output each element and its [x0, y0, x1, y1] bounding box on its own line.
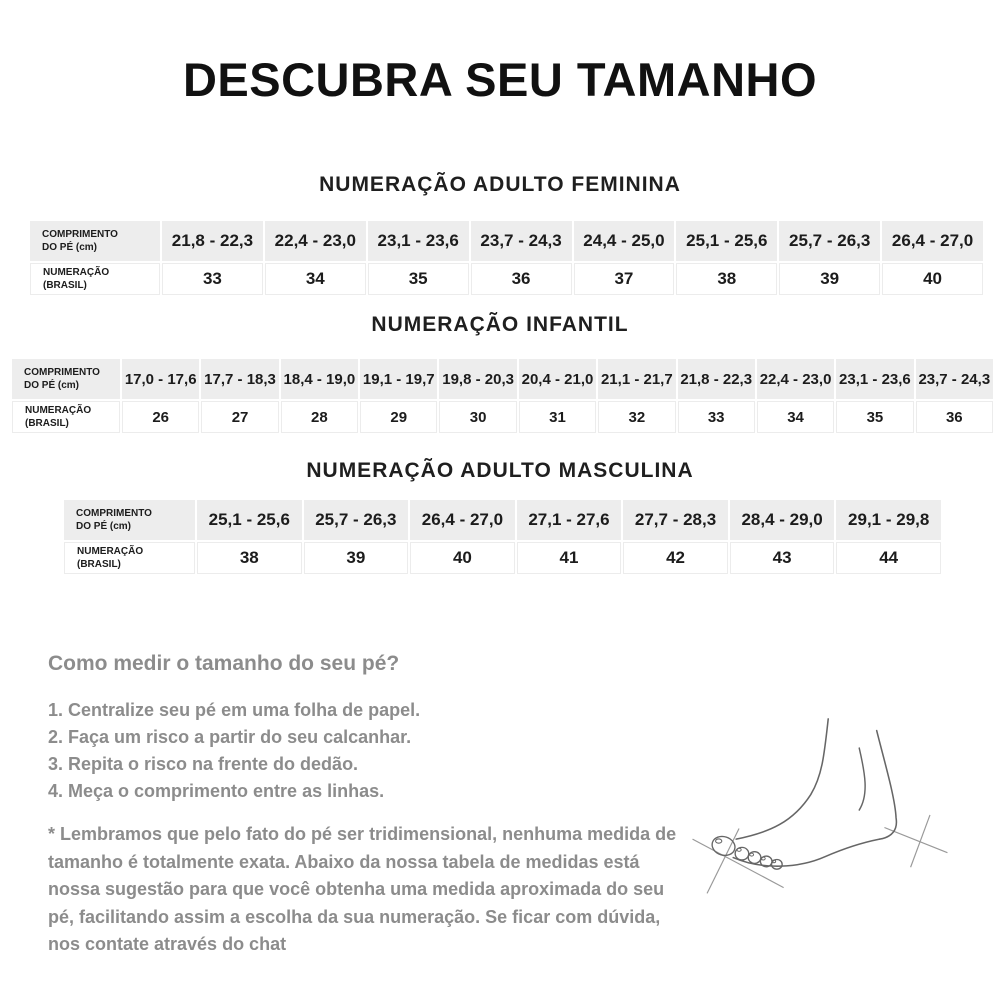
row-label-length [30, 221, 160, 261]
size-table-infantil [10, 357, 995, 435]
table-row-size [12, 401, 993, 433]
range-cell: 25,7 - 26,3 [304, 500, 409, 540]
table-row-size [30, 263, 983, 295]
row-label-line: (BRASIL) [77, 559, 121, 570]
measurement-disclaimer-note: * Lembramos que pelo fato do pé ser tridimensional, nenhuma medida de tamanho é totalmente exata. Abaixo da nossa tabela de medidas está nossa sugestão para que você obtenha uma medida aproximada do seu pé, facilitando assim a escolha da sua numeração. Se ficar com dúvida, nos contate através do chat [48, 824, 677, 954]
range-cell: 22,4 - 23,0 [757, 359, 834, 399]
table-row-size [64, 542, 941, 574]
range-cell: 18,4 - 19,0 [281, 359, 358, 399]
table-row-foot-length [30, 221, 983, 261]
size-table-masculina [62, 498, 943, 576]
row-label-line: DO PÉ (cm) [24, 380, 80, 391]
how-to-step: 2. Faça um risco a partir do seu calcanhar. [48, 727, 412, 747]
size-cell: 27 [201, 401, 278, 433]
range-cell: 23,1 - 23,6 [836, 359, 913, 399]
how-to-step: 4. Meça o comprimento entre as linhas. [48, 781, 385, 801]
size-cell: 43 [730, 542, 835, 574]
range-cell: 27,7 - 28,3 [623, 500, 728, 540]
row-label-line: NUMERAÇÃO [43, 267, 110, 278]
row-label-line: DO PÉ (cm) [76, 521, 132, 532]
how-to-measure-section [48, 652, 680, 959]
range-cell: 23,1 - 23,6 [368, 221, 469, 261]
size-cell: 40 [410, 542, 515, 574]
size-cell: 39 [304, 542, 409, 574]
range-cell: 24,4 - 25,0 [574, 221, 675, 261]
row-label-line: NUMERAÇÃO [77, 546, 144, 557]
range-cell: 17,0 - 17,6 [122, 359, 199, 399]
size-cell: 39 [779, 263, 880, 295]
size-cell: 36 [471, 263, 572, 295]
size-cell: 31 [519, 401, 596, 433]
size-cell: 37 [574, 263, 675, 295]
row-label-line: COMPRIMENTO [24, 367, 100, 378]
row-label-size [64, 542, 195, 574]
size-cell: 33 [162, 263, 263, 295]
size-cell: 34 [265, 263, 366, 295]
size-cell: 32 [598, 401, 675, 433]
how-to-steps [48, 697, 680, 805]
size-cell: 26 [122, 401, 199, 433]
row-label-size [30, 263, 160, 295]
how-to-step: 1. Centralize seu pé em uma folha de papel. [48, 700, 421, 720]
row-label-size [12, 401, 120, 433]
row-label-line: DO PÉ (cm) [42, 242, 98, 253]
size-table-feminina [28, 219, 985, 297]
how-to-step: 3. Repita o risco na frente do dedão. [48, 754, 359, 774]
range-cell: 23,7 - 24,3 [471, 221, 572, 261]
table-row-foot-length [64, 500, 941, 540]
range-cell: 29,1 - 29,8 [836, 500, 941, 540]
range-cell: 21,1 - 21,7 [598, 359, 675, 399]
range-cell: 21,8 - 22,3 [678, 359, 755, 399]
range-cell: 26,4 - 27,0 [882, 221, 983, 261]
row-label-line: (BRASIL) [25, 418, 69, 429]
range-cell: 25,1 - 25,6 [676, 221, 777, 261]
range-cell: 25,7 - 26,3 [779, 221, 880, 261]
size-cell: 29 [360, 401, 437, 433]
range-cell: 20,4 - 21,0 [519, 359, 596, 399]
row-label-length [12, 359, 120, 399]
range-cell: 28,4 - 29,0 [730, 500, 835, 540]
range-cell: 19,1 - 19,7 [360, 359, 437, 399]
range-cell: 25,1 - 25,6 [197, 500, 302, 540]
size-cell: 30 [439, 401, 516, 433]
section-heading-infantil: NUMERAÇÃO INFANTIL [371, 313, 629, 336]
range-cell: 17,7 - 18,3 [201, 359, 278, 399]
size-cell: 38 [197, 542, 302, 574]
row-label-line: (BRASIL) [43, 280, 87, 291]
size-cell: 28 [281, 401, 358, 433]
row-label-line: NUMERAÇÃO [25, 405, 92, 416]
row-label-line: COMPRIMENTO [76, 508, 152, 519]
size-cell: 33 [678, 401, 755, 433]
foot-measurement-illustration [675, 686, 995, 938]
range-cell: 19,8 - 20,3 [439, 359, 516, 399]
row-label-line: COMPRIMENTO [42, 229, 118, 240]
section-heading-masculina: NUMERAÇÃO ADULTO MASCULINA [306, 459, 694, 482]
how-to-heading: Como medir o tamanho do seu pé? [48, 652, 400, 675]
size-cell: 42 [623, 542, 728, 574]
size-cell: 44 [836, 542, 941, 574]
range-cell: 21,8 - 22,3 [162, 221, 263, 261]
size-cell: 41 [517, 542, 622, 574]
table-row-foot-length [12, 359, 993, 399]
range-cell: 23,7 - 24,3 [916, 359, 993, 399]
size-cell: 36 [916, 401, 993, 433]
section-heading-feminina: NUMERAÇÃO ADULTO FEMININA [319, 173, 681, 196]
size-cell: 35 [836, 401, 913, 433]
size-cell: 40 [882, 263, 983, 295]
size-cell: 34 [757, 401, 834, 433]
range-cell: 26,4 - 27,0 [410, 500, 515, 540]
foot-icon [675, 686, 995, 938]
page-title: DESCUBRA SEU TAMANHO [182, 53, 818, 106]
range-cell: 22,4 - 23,0 [265, 221, 366, 261]
size-cell: 35 [368, 263, 469, 295]
size-cell: 38 [676, 263, 777, 295]
row-label-length [64, 500, 195, 540]
range-cell: 27,1 - 27,6 [517, 500, 622, 540]
